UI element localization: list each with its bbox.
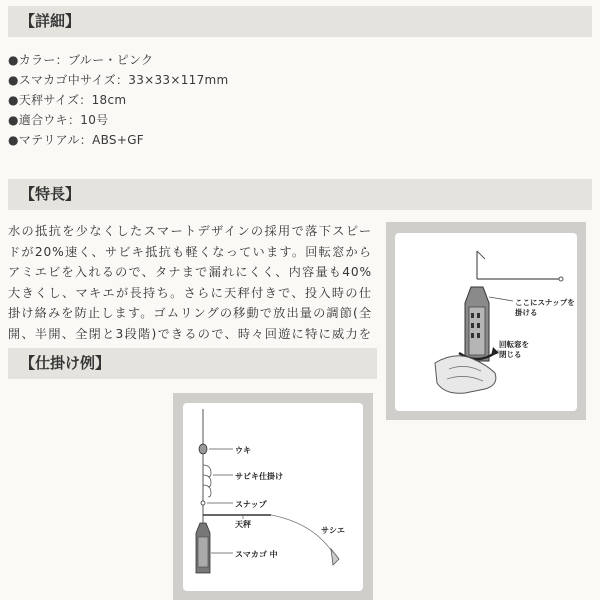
label-snap: スナップ (235, 500, 267, 509)
cage-window-figure (386, 222, 586, 420)
label-sabiki-rig: サビキ仕掛け (235, 472, 283, 481)
features-title: 【特長】 (20, 185, 81, 203)
rig-diagram (183, 403, 363, 591)
features-text: 水の抵抗を少なくしたスマートデザインの採用で落下スピードが20%速く、サビキ抵抗も軽くなっています。回転窓からアミエビを入れるので、タナまで漏れにくく、内容量も40%大きくし、マキエが長持ち。さらに天秤付きで、投入時の仕掛け絡みを防止します。ゴムリングの移動で放出量の調節(全開、半開、全閉と3段階)できるので、時々回遊に特に威力を (8, 224, 372, 341)
spec-item-material: ●マテリアル：ABS+GF (8, 133, 144, 147)
spec-item-tenbin-size: ●天秤サイズ：18cm (8, 93, 127, 107)
spec-item-color: ●カラー：ブルー・ピンク (8, 53, 154, 67)
label-sashie: サシエ (321, 526, 345, 535)
label-cage: スマカゴ 中 (235, 550, 278, 559)
label-close-window-2: 閉じる (499, 350, 522, 359)
spec-item-cage-size: ●スマカゴ中サイズ：33×33×117mm (8, 73, 229, 87)
rig-example-title: 【仕掛け例】 (20, 354, 111, 372)
rig-example-header (8, 348, 377, 379)
details-header (8, 6, 592, 37)
cage-window-illustration (395, 233, 577, 411)
label-close-window: 回転窓を (499, 340, 529, 349)
label-float: ウキ (235, 446, 251, 455)
label-snap-hook: ここにスナップを (515, 298, 575, 307)
spec-item-float: ●適合ウキ：10号 (8, 113, 109, 127)
details-title: 【詳細】 (20, 12, 81, 30)
label-snap-hook-2: 掛ける (515, 308, 538, 317)
features-header (8, 179, 592, 210)
label-tenbin: 天秤 (235, 520, 251, 529)
rig-example-figure (173, 393, 373, 600)
spec-list (8, 50, 229, 150)
